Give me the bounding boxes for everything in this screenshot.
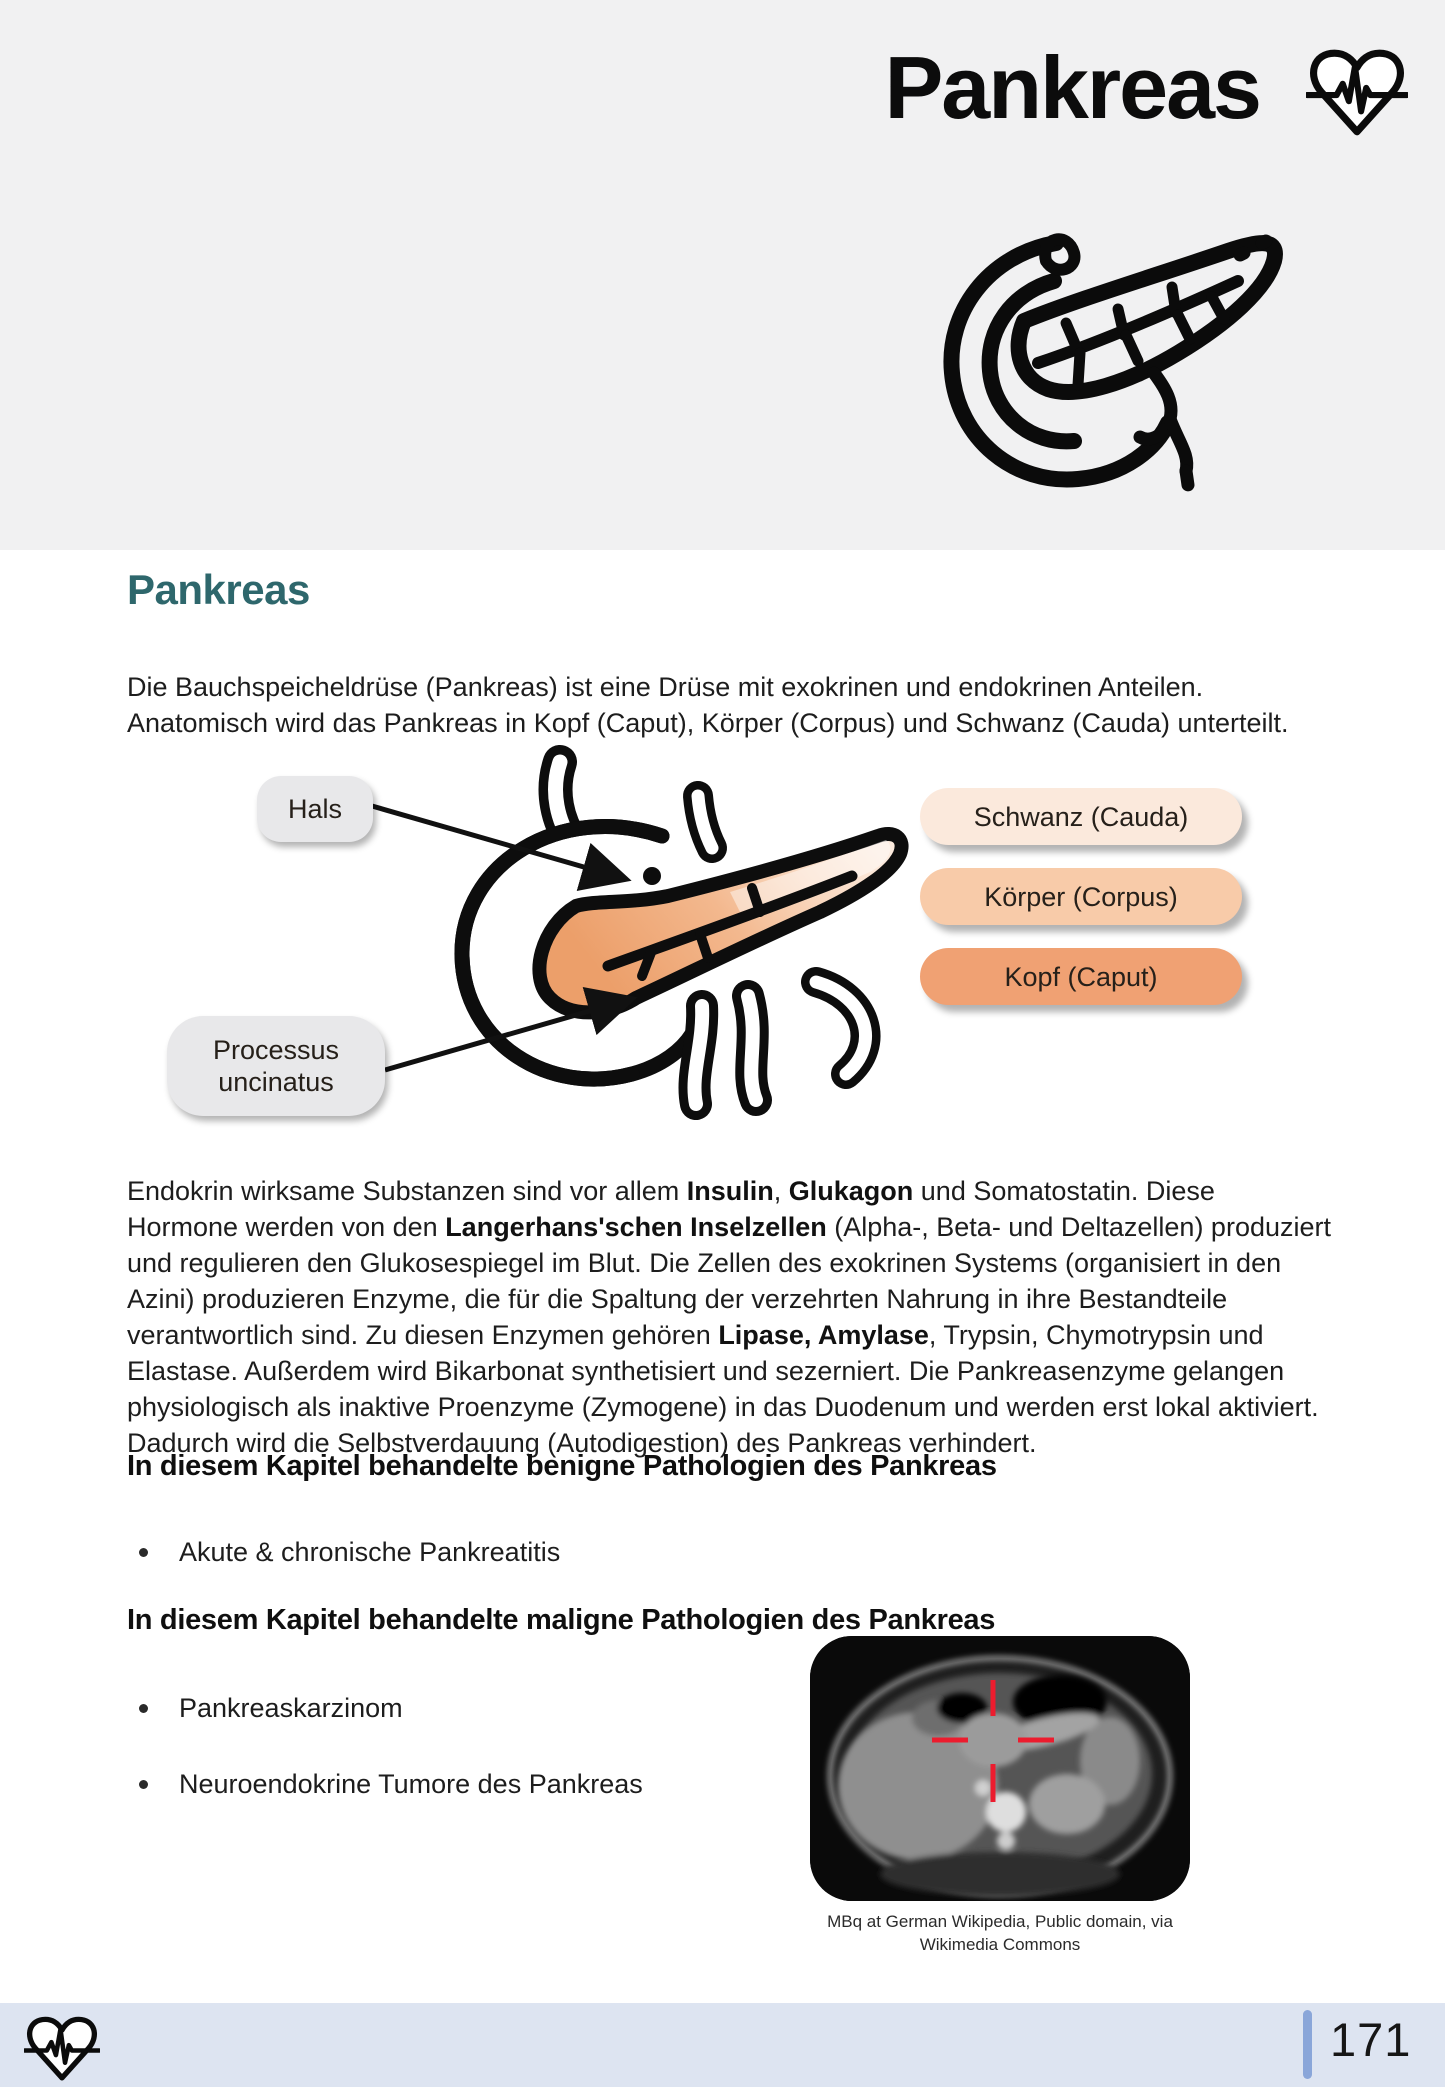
phys-seg: und Somatostatin. Diese Hormone werden von den [127,1176,1215,1242]
section-heading: Pankreas [127,566,310,613]
physiology-paragraph [127,1173,1332,1461]
pancreas-outline-icon [928,203,1308,521]
label-hals-text: Hals [287,794,342,824]
intro-paragraph: Die Bauchspeicheldrüse (Pankreas) ist eine Drüse mit exokrinen und endokrinen Anteilen. Anatomisch wird das Pankreas in Kopf (Caput), Körper (Corpus) und Schwanz (Cauda) unterteilt. [127,672,1289,738]
ct-scan-graphic [810,1636,1190,1901]
label-processus-uncinatus [167,1016,385,1116]
phys-bold-insulin: Insulin [686,1176,774,1206]
list-item: Neuroendokrine Tumore des Pankreas [133,1764,643,1804]
phys-seg: , [773,1176,789,1206]
malign-list [133,1688,643,1840]
phys-seg: (Alpha-, Beta- und Deltazellen) produziert und regulieren den Glukosespiegel im Blut. Die Zellen des exokrinen Systems (organisiert in den Azini) produzieren Enzyme, die für die Spaltung der verzehrten Nahrung in ihre Bestandteile verantwortlich sind. Zu diesen Enzymen gehören [127,1212,1331,1350]
ct-caption-line1: MBq at German Wikipedia, Public domain, via [827,1912,1173,1931]
heartbeat-icon [1306,46,1408,140]
page-number: 171 [1330,2013,1412,2066]
phys-bold-inselzellen: Langerhans'schen Inselzellen [445,1212,827,1242]
page-number-accent-bar [1303,2010,1312,2079]
label-koerper-text: Körper (Corpus) [984,881,1178,912]
phys-bold-lipase-amylase: Lipase, Amylase [718,1320,929,1350]
label-schwanz-text: Schwanz (Cauda) [973,801,1189,832]
label-schwanz-cauda [920,788,1242,845]
malign-heading: In diesem Kapitel behandelte maligne Pathologien des Pankreas [127,1604,996,1636]
label-hals [257,776,373,842]
phys-seg: , Trypsin, Chymotrypsin und Elastase. Außerdem wird Bikarbonat synthetisiert und sezerniert. Die Pankreasenzyme gelangen physiologisch als inaktive Proenzyme (Zymogene) in das Duodenum und werden erst lokal aktiviert. Dadurch wird die Selbstverdauung (Autodigestion) des Pankreas verhindert. [127,1320,1319,1458]
phys-seg: Endokrin wirksame Substanzen sind vor allem [127,1176,687,1206]
footer-band [0,2003,1445,2087]
ct-scan-image [810,1636,1190,1901]
list-item: Pankreaskarzinom [133,1688,643,1728]
benign-heading: In diesem Kapitel behandelte benigne Pathologien des Pankreas [127,1450,997,1482]
label-kopf-caput [920,948,1242,1005]
page-title: Pankreas [884,38,1260,137]
label-kopf-text: Kopf (Caput) [1004,961,1158,992]
label-koerper-corpus [920,868,1242,925]
ct-caption [796,1910,1204,1956]
phys-bold-glukagon: Glukagon [788,1176,914,1206]
anatomy-diagram [0,752,1445,1127]
heartbeat-icon [24,2014,100,2084]
ct-caption-line2: Wikimedia Commons [919,1935,1081,1954]
list-item: Akute & chronische Pankreatitis [133,1532,560,1572]
label-processus-text: Processus uncinatus [212,1035,340,1097]
benign-list [133,1532,560,1608]
